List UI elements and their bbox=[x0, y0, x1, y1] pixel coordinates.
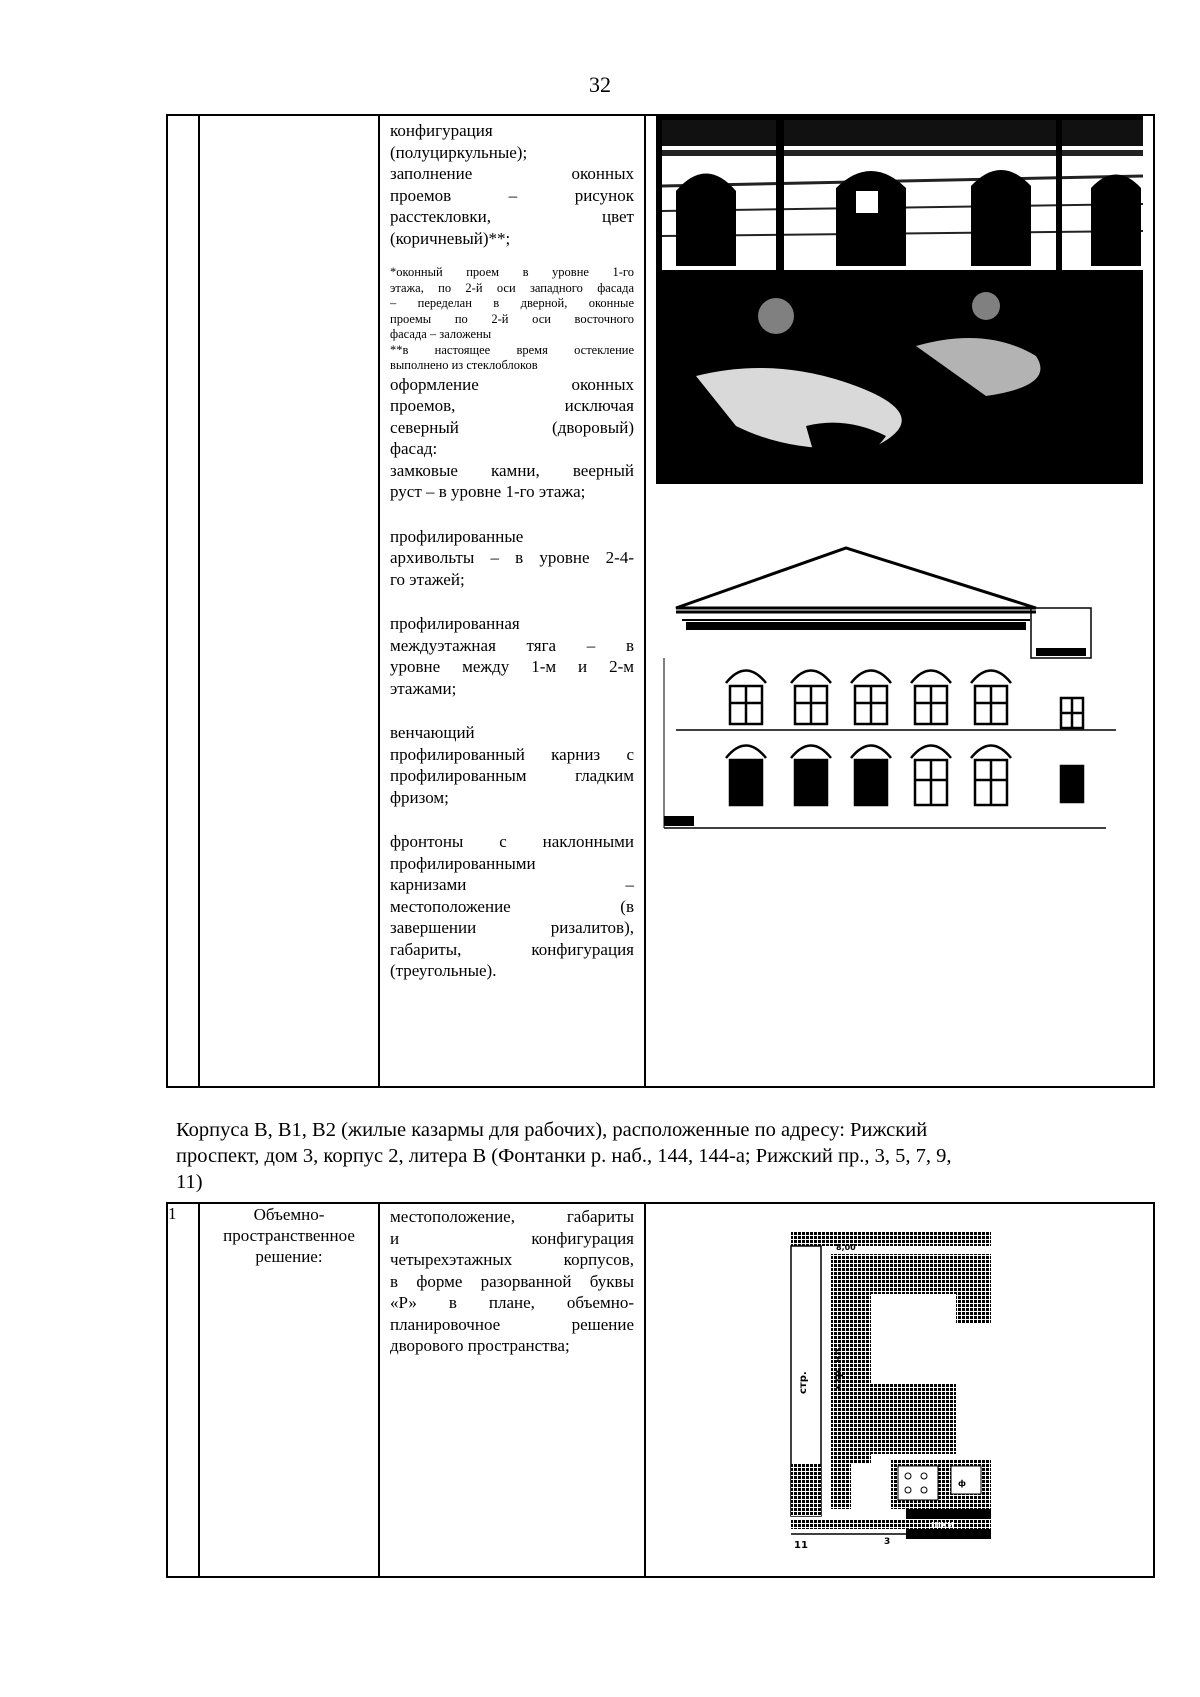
description-line: профилированный карниз с bbox=[390, 744, 634, 764]
description-line: четырехэтажных корпусов, bbox=[390, 1250, 634, 1269]
description-line: расстекловки, цвет bbox=[390, 207, 634, 226]
plan-number: 11 bbox=[794, 1540, 808, 1551]
description-line: фронтоны с наклонными bbox=[390, 832, 634, 851]
facade-drawing bbox=[646, 508, 1153, 848]
element-name-line: решение: bbox=[255, 1247, 323, 1266]
caption-line: 11) bbox=[176, 1171, 203, 1193]
description-line: проемов, исключая bbox=[390, 396, 634, 415]
description-line: уровне между 1-м и 2-м bbox=[390, 657, 634, 676]
description-line: местоположение (в bbox=[390, 896, 634, 916]
element-name-line: Объемно- bbox=[253, 1205, 325, 1224]
page-number: 32 bbox=[589, 72, 611, 97]
caption-line: Корпуса В, В1, В2 (жилые казармы для рабочих), расположенные по адресу: Рижский bbox=[176, 1119, 928, 1141]
element-name-cell bbox=[199, 115, 379, 1087]
description-line: конфигурация bbox=[390, 121, 493, 140]
description-line: руст – в уровне 1-го этажа; bbox=[390, 482, 586, 501]
footnote-line: фасада – заложены bbox=[390, 327, 492, 341]
description-line: профилированная bbox=[390, 614, 520, 633]
description-line: и конфигурация bbox=[390, 1228, 634, 1248]
description-line: профилированные bbox=[390, 526, 524, 546]
description-line: профилированным гладким bbox=[390, 766, 634, 785]
description-line: завершении ризалитов), bbox=[390, 918, 634, 937]
plan-cell bbox=[645, 1203, 1154, 1577]
description-line: оформление оконных bbox=[390, 374, 634, 394]
footnote-line: этажа, по 2-й оси западного фасада bbox=[390, 280, 634, 295]
building-caption bbox=[176, 1117, 1116, 1195]
heritage-elements-table-continued bbox=[166, 114, 1155, 1088]
heritage-elements-table bbox=[166, 1202, 1155, 1578]
footnote-line: *оконный проем в уровне 1-го bbox=[390, 265, 634, 279]
description-line: замковые камни, веерный bbox=[390, 460, 634, 480]
street-label: стр. нл. bbox=[833, 1344, 844, 1389]
description-line: этажами; bbox=[390, 678, 457, 698]
plan-mark: ф bbox=[958, 1479, 966, 1488]
number-cell bbox=[167, 115, 199, 1087]
description-line: (коричневый)**; bbox=[390, 228, 511, 248]
row-number: 1 bbox=[167, 1203, 199, 1577]
footnote-line: **в настоящее время остекление bbox=[390, 342, 634, 357]
photo-cell bbox=[645, 115, 1154, 1087]
description-line: карнизами – bbox=[390, 875, 634, 894]
element-name-line: пространственное bbox=[223, 1226, 355, 1245]
description-line: планировочное решение bbox=[390, 1314, 634, 1334]
description-line: проемов – рисунок bbox=[390, 185, 634, 205]
description-line: дворового пространства; bbox=[390, 1336, 570, 1355]
caption-line: проспект, дом 3, корпус 2, литера В (Фонтанки р. наб., 144, 144-а; Рижский пр., 3, 5, 7, 9, bbox=[176, 1145, 952, 1167]
description-cell bbox=[379, 115, 645, 1087]
description-line: фасад: bbox=[390, 439, 438, 458]
description-line: архивольты – в уровне 2-4- bbox=[390, 548, 634, 567]
description-line: (треугольные). bbox=[390, 961, 497, 980]
street-label: стр. bbox=[798, 1371, 809, 1394]
site-plan bbox=[646, 1204, 1153, 1564]
footnote-line: проемы по 2-й оси восточного bbox=[390, 311, 634, 326]
facade-photo bbox=[656, 116, 1163, 486]
description-line: в форме разорванной буквы bbox=[390, 1271, 634, 1291]
element-name-cell bbox=[199, 1203, 379, 1577]
description-line: габариты, конфигурация bbox=[390, 939, 634, 959]
description-line: го этажей; bbox=[390, 569, 465, 589]
description-line: заполнение оконных bbox=[390, 164, 634, 183]
description-line: венчающий bbox=[390, 723, 475, 742]
footnote-line: – переделан в дверной, оконные bbox=[390, 296, 634, 310]
description-line: фризом; bbox=[390, 787, 449, 807]
description-line: (полуциркульные); bbox=[390, 142, 528, 162]
plan-mark: 8,00 bbox=[836, 1243, 856, 1252]
description-line: профилированными bbox=[390, 853, 536, 873]
footnote-line: выполнено из стеклоблоков bbox=[390, 358, 538, 372]
description-cell bbox=[379, 1203, 645, 1577]
description-line: «Р» в плане, объемно- bbox=[390, 1293, 634, 1312]
description-line: междуэтажная тяга – в bbox=[390, 635, 634, 655]
plan-box-label: ШКИ bbox=[931, 1521, 955, 1530]
plan-number: 3 bbox=[884, 1537, 891, 1547]
description-line: северный (дворовый) bbox=[390, 417, 634, 437]
description-line: местоположение, габариты bbox=[390, 1207, 634, 1226]
